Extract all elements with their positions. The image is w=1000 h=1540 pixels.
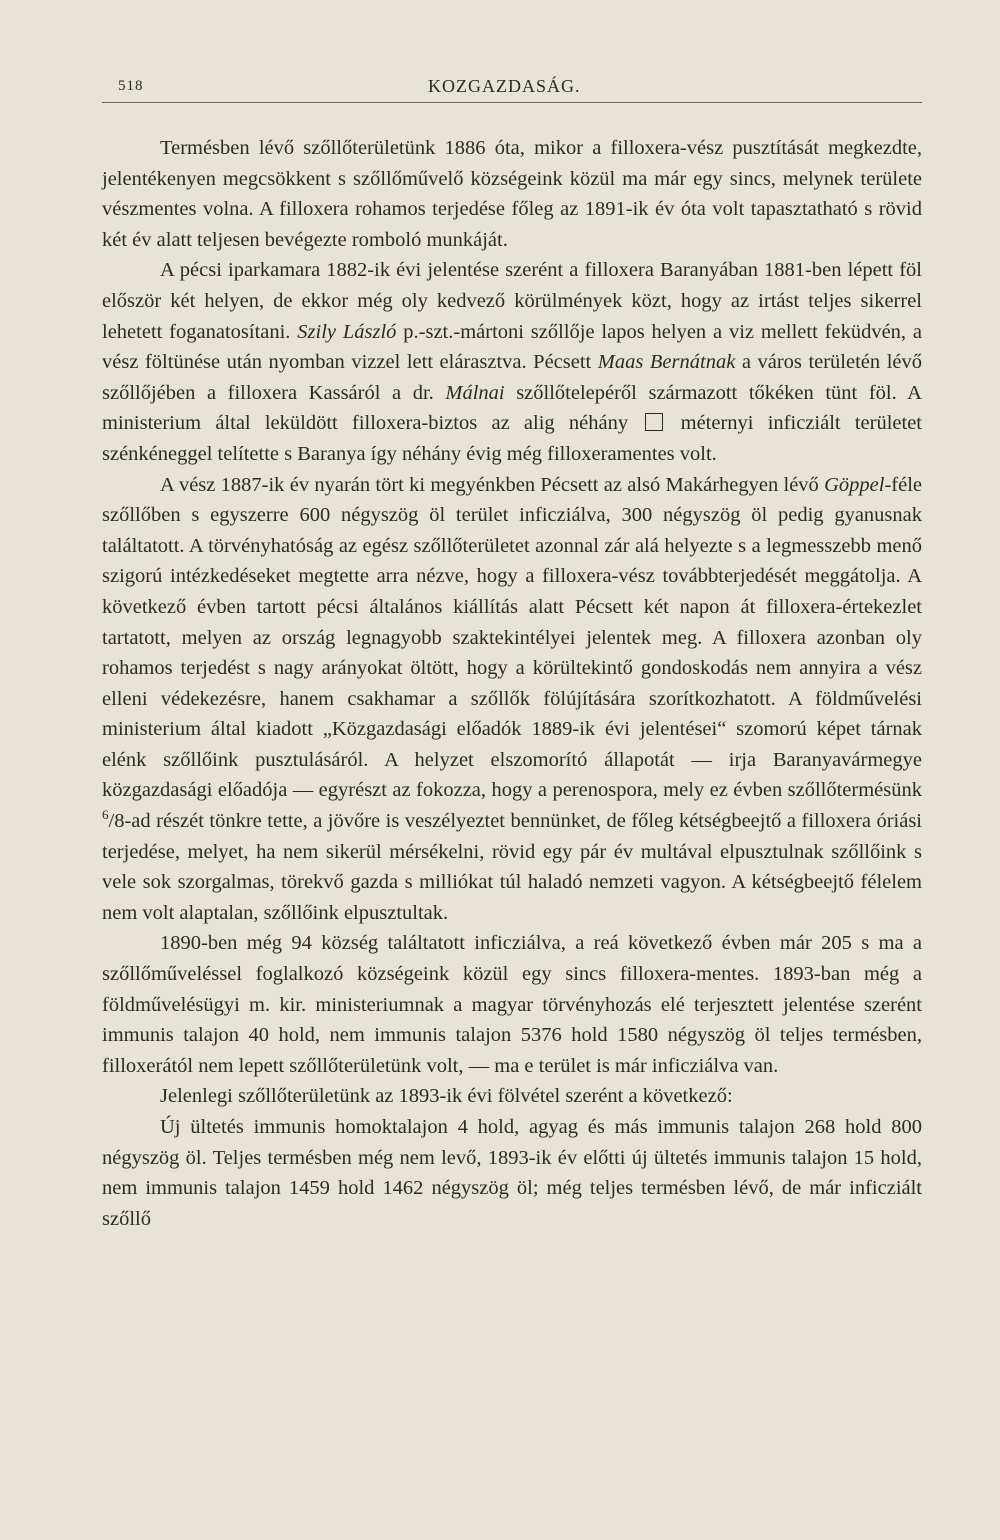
running-title: KOZGAZDASÁG. bbox=[428, 76, 581, 96]
text-run: a város területén lévő szőllőjében a filloxera Kassáról a dr. bbox=[102, 351, 922, 404]
text-run: szőllőtelepéről származott tőkéken tünt föl. A ministerium által leküldött filloxera-biztos az alig néhány bbox=[102, 381, 922, 435]
paragraph-5: Jelenlegi szőllőterületünk az 1893-ik évi fölvétel szerént a következő: bbox=[160, 1085, 733, 1108]
paragraph-2 bbox=[102, 255, 922, 469]
body-text bbox=[102, 133, 922, 1234]
person-name-italic: Göppel bbox=[824, 473, 885, 496]
text-run: p.-szt.-mártoni szőllője lapos helyen a viz mellett feküdvén, a vész föltünése után nyomban vizzel lett elárasztva. Pécsett bbox=[102, 320, 922, 374]
paragraph-3 bbox=[102, 470, 922, 929]
text-run: A pécsi iparkamara 1882-ik évi jelentése szerént a filloxera Baranyában 1881-ben lépett föl először két helyen, de ekkor még oly kedvező körülmények közt, hogy az irtást teljes sikerrel lehetett foganatosítani. bbox=[102, 259, 922, 343]
text-run: -féle szőllőben s egyszerre 600 négyszög öl terület inficziálva, 300 négyszög öl pedig gyanusnak találtatott. A törvényhatóság az egész szőllőterületet azonnal zár alá helyezte s a legmesszebb menő szigorú intézkedéseket megtette arra nézve, hogy a filloxera-vész továbbterjedését meggátolja. A következő évben tartott pécsi általános kiállítás alatt Pécsett két napon át filloxera-értekezlet tartatott, melyen az ország legnagyobb szaktekintélyei jelentek meg. A filloxera azonban oly rohamos terjedést s nagy arányokat öltött, hogy a körültekintő gondoskodás nem annyira a vész elleni védekezésre, hanem csakhamar a szőllők fölújítására szorítkozhatott. A földművelési ministerium által kiadott „Közgazdasági előadók 1889-ik évi jelentései“ szomorú képet tárnak elénk szőllőink pusztulásáról. A helyzet elszomorító állapotát — irja Baranyavármegye közgazdasági előadója — egyrészt az fokozza, hogy a perenospora, mely ez évben szőllőtermésünk bbox=[102, 473, 922, 802]
paragraph-1: Termésben lévő szőllőterületünk 1886 óta, mikor a filloxera-vész pusztítását megkezdte, jelentékenyen megcsökkent s szőllőművelő községeink közül ma már egy sincs, melynek területe vészmentes volna. A filloxera rohamos terjedése főleg az 1891-ik év óta volt tapasztatható s rövid két év alatt teljesen bevégezte romboló munkáját. bbox=[102, 137, 922, 251]
page-number: 518 bbox=[118, 78, 144, 94]
person-name-italic: Szily László bbox=[297, 320, 397, 343]
person-name-italic: Maas Bernátnak bbox=[597, 351, 736, 374]
fraction-numerator: 6 bbox=[102, 807, 109, 823]
paragraph-6: Új ültetés immunis homoktalajon 4 hold, agyag és más immunis talajon 268 hold 800 négyszög öl. Teljes termésben még nem levő, 1893-ik év előtti új ültetés immunis talajon 15 hold, nem immunis talajon 1459 hold 1462 négyszög öl; még teljes termésben lévő, de már inficziált szőllő bbox=[102, 1116, 922, 1230]
square-unit-icon bbox=[645, 413, 663, 431]
text-run: A vész 1887-ik év nyarán tört ki megyénkben Pécsett az alsó Makárhegyen lévő bbox=[160, 473, 825, 496]
text-run: /8-ad részét tönkre tette, a jövőre is veszélyeztet bennünket, de főleg kétségbeejtő a filloxera óriási terjedése, melyet, ha nem sikerül mérsékelni, rövid egy pár év multával elpusztulnak szőllőink s vele sok szorgalmas, törekvő gazda s milliókat túl haladó nemzeti vagyon. A kétségbeejtő félelem nem volt alaptalan, szőllőink elpusztultak. bbox=[102, 810, 922, 924]
text-run: méternyi inficziált területet szénkéneggel telítette s Baranya így néhány évig még filloxeramentes volt. bbox=[102, 412, 922, 465]
paragraph-4: 1890-ben még 94 község találtatott inficziálva, a reá következő évben már 205 s ma a szőllőműveléssel foglalkozó községeink közül egy sincs filloxera-mentes. 1893-ban még a földművelésügyi m. kir. ministeriumnak a magyar törvényhozás elé terjesztett jelentése szerént immunis talajon 40 hold, nem immunis talajon 5376 hold 1580 négyszög öl teljes termésben, filloxerától nem lepett szőllőterületünk volt, — ma e terület is már inficziálva van. bbox=[102, 932, 922, 1077]
person-name-italic: Málnai bbox=[445, 381, 505, 404]
page-header bbox=[102, 74, 922, 103]
